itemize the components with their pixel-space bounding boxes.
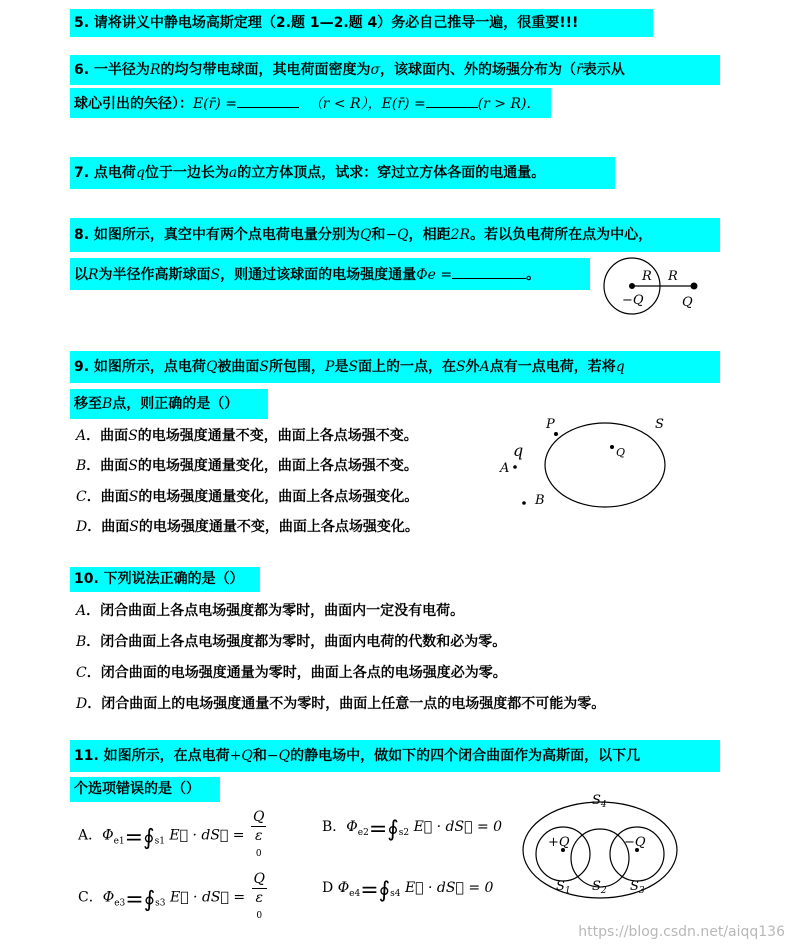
question-5: 5. 请将讲义中静电场高斯定理（2.题 1—2.题 4）务必自己推导一遍，很重要!!! (74, 15, 579, 31)
question-10-title: 10. 下列说法正确的是（） (74, 571, 244, 587)
surface-S-ellipse (545, 423, 665, 507)
negative-charge-dot (629, 283, 635, 289)
fig-label-negQ: −Q (622, 293, 644, 308)
q10-option-a[interactable]: A．闭合曲面上各点电场强度都为零时，曲面内一定没有电荷。 (76, 603, 465, 619)
fig-label-B: B (535, 493, 545, 508)
charge-Q-dot (610, 445, 614, 449)
q10-option-c[interactable]: C．闭合曲面的电场强度通量为零时，曲面上各点的电场强度必为零。 (76, 665, 507, 681)
positive-charge-dot (691, 283, 698, 290)
fig-label-R2: R (668, 269, 678, 284)
question-9-line2: 移至B点，则正确的是（） (74, 396, 239, 412)
answer-blank-flux (452, 264, 526, 279)
q10-option-b[interactable]: B．闭合曲面上各点电场强度都为零时，曲面内电荷的代数和必为零。 (76, 634, 507, 650)
answer-blank-inner (237, 93, 299, 108)
fig-label-negQ: −Q (624, 835, 646, 850)
fig-label-S: S (655, 417, 664, 432)
q9-option-c[interactable]: C．曲面S的电场强度通量变化，曲面上各点场强变化。 (76, 489, 419, 505)
fig-label-A: A (500, 461, 510, 476)
fig-label-Q: Q (682, 295, 693, 310)
q9-option-b[interactable]: B．曲面S的电场强度通量变化，曲面上各点场强不变。 (76, 458, 418, 474)
point-P-dot (554, 432, 558, 436)
q9-option-d[interactable]: D．曲面S的电场强度通量不变，曲面上各点场强变化。 (76, 519, 419, 535)
fig-label-S1: $S_1$ (556, 879, 571, 896)
question-8-line2: 以R为半径作高斯球面S，则通过该球面的电场强度通量Φe = 。 (74, 264, 540, 285)
q9-option-a[interactable]: A．曲面S的电场强度通量不变，曲面上各点场强不变。 (76, 428, 418, 444)
figure-two-charges (600, 256, 710, 318)
q11-option-b[interactable]: B．$\Phi_{e2}=∮_{s2}$ E⃗ · dS⃗ = 0 (322, 817, 503, 842)
fig-label-posQ: +Q (548, 835, 570, 850)
q11-option-a[interactable]: A．$\Phi_{e1}=∮_{s1}$ E⃗ · dS⃗ = Q ε 0 (78, 809, 265, 859)
fig-label-Q: Q (616, 446, 626, 459)
q10-option-d[interactable]: D．闭合曲面上的电场强度通量不为零时，曲面上任意一点的电场强度都不可能为零。 (76, 696, 606, 712)
question-11-line2: 个选项错误的是（） (74, 781, 200, 797)
question-6-line1: 6. 一半径为R的均匀带电球面，其电荷面密度为σ，该球面内、外的场强分布为（r̄表示从 (74, 62, 625, 78)
q11-option-c[interactable]: C．$\Phi_{e3}=∮_{s3}$ E⃗ · dS⃗ = Q ε 0 (78, 871, 266, 921)
fig-label-S2: $S_2$ (592, 879, 607, 896)
fig-label-R1: R (642, 269, 652, 284)
watermark: https://blog.csdn.net/aiqq136 (578, 924, 785, 940)
fig-label-S3: $S_3$ (630, 879, 645, 896)
question-11-line1: 11. 如图所示，在点电荷+Q和−Q的静电场中，做如下的四个闭合曲面作为高斯面，以下几 (74, 748, 641, 764)
fig-label-P: P (546, 417, 555, 432)
figure-closed-surface (495, 410, 675, 510)
point-A-dot (513, 465, 517, 469)
fig-label-q: q (513, 441, 524, 460)
question-7: 7. 点电荷q位于一边长为a的立方体顶点，试求：穿过立方体各面的电通量。 (74, 165, 546, 181)
q11-option-d[interactable]: D $\Phi_{e4}=∮_{s4}$ E⃗ · dS⃗ = 0 (322, 878, 494, 903)
answer-blank-outer (426, 93, 478, 108)
question-8-line1: 8. 如图所示，真空中有两个点电荷电量分别为Q和−Q，相距2R。若以负电荷所在点为中心， (74, 227, 653, 243)
point-B-dot (522, 501, 526, 505)
question-9-line1: 9. 如图所示，点电荷Q被曲面S所包围，P是S面上的一点，在S外A点有一点电荷，若将q (74, 359, 625, 375)
fig-label-S4: $S_4$ (592, 793, 607, 810)
figure-gauss-surfaces (518, 790, 683, 910)
question-6-line2: 球心引出的矢径）：E(r̄) = （r < R），E(r̄) = (r > R). (74, 93, 531, 114)
